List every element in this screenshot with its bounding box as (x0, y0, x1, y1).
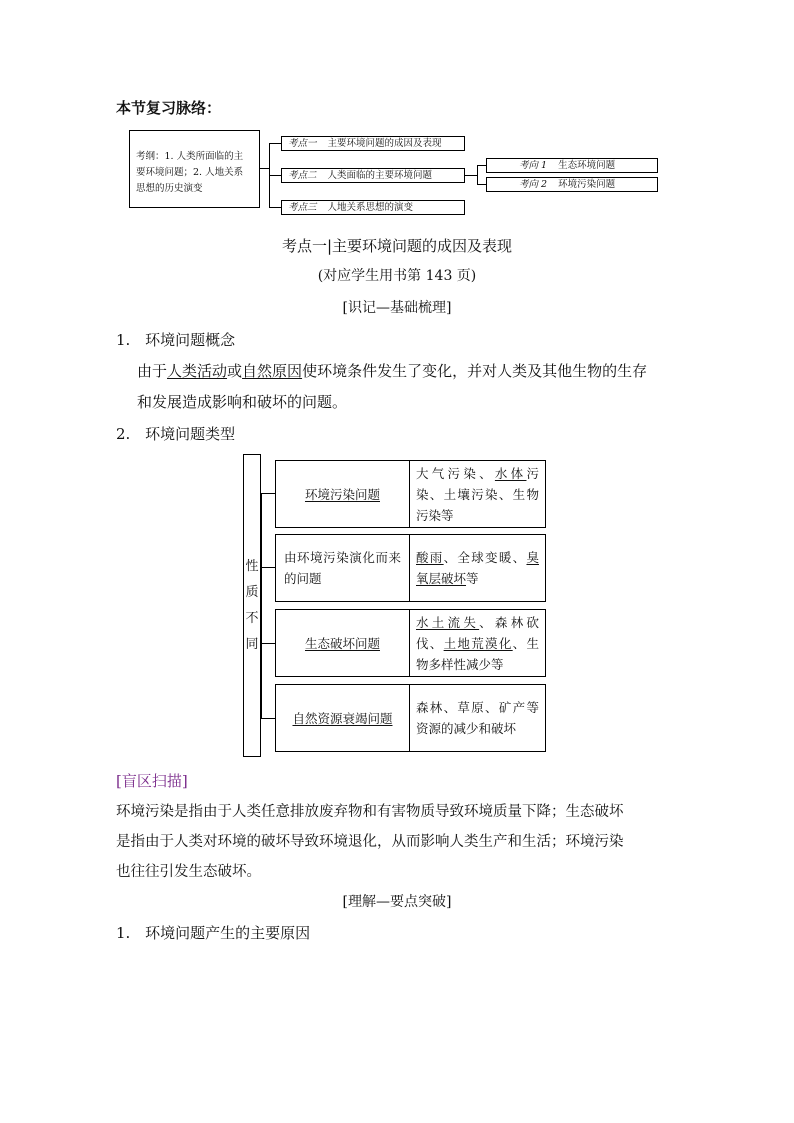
outline-point-1-tag: 考点一 (288, 138, 317, 149)
type-label: 自然资源衰竭问题 (292, 710, 393, 726)
type-cell (275, 460, 410, 528)
blind-spot-label: [盲区扫描] (116, 772, 188, 790)
text-segment: 使环境条件发生了变化，并对人类及其他生物的生存 (302, 362, 648, 380)
side-label-box (243, 454, 261, 757)
connector (477, 184, 486, 185)
type-label: 由环境污染演化而来的问题 (284, 550, 401, 586)
blind-spot-line: 是指由于人类对环境的破坏导致环境退化，从而影响人类生产和生活；环境污染 (116, 834, 624, 850)
outline-point-2-text: 人类面临的主要环境问题 (327, 170, 433, 181)
item-2-title: 环境问题类型 (145, 425, 236, 443)
blind-spot-text (116, 797, 624, 887)
outline-point-2-tag: 考点二 (288, 170, 317, 181)
side-label-char: 质 (245, 584, 259, 600)
side-label-char: 性 (245, 558, 259, 574)
outline-point-1 (281, 136, 465, 151)
connector (261, 493, 275, 494)
connector (260, 168, 269, 169)
item-1-text-line-2: 和发展造成影响和破坏的问题。 (137, 393, 348, 411)
item-1-heading (116, 329, 235, 350)
connector (269, 207, 281, 208)
subsection-label: [识记—基础梳理] (342, 300, 452, 316)
outline-root-line-1: 考纲：1. 人类所面临的主 (136, 151, 244, 162)
side-label-char: 不 (245, 610, 259, 626)
outline-point-1-text: 主要环境问题的成因及表现 (327, 138, 442, 149)
connector (465, 175, 477, 176)
outline-point-2 (281, 168, 465, 183)
outline-direction-1-tag: 考向 1 (519, 160, 548, 171)
connector (261, 718, 275, 719)
type-cell (275, 534, 410, 602)
item-1-text-line-1 (137, 360, 647, 381)
item-2-number: 2. (116, 425, 131, 443)
outline-direction-2-tag: 考向 2 (519, 179, 548, 190)
content-cell (409, 609, 546, 677)
side-label-char: 同 (245, 636, 259, 652)
connector (477, 165, 486, 166)
text-segment: 或 (227, 362, 243, 380)
content-text: 森林、草原、矿产等资源的减少和破坏 (416, 700, 539, 736)
content-cell (409, 534, 546, 602)
outline-direction-1 (486, 158, 658, 173)
outline-root-box (129, 130, 260, 208)
connector (269, 175, 281, 176)
text-segment: 由于 (137, 362, 168, 380)
type-cell (275, 609, 410, 677)
content-cell (409, 684, 546, 752)
connector (477, 165, 478, 185)
content-text: 酸雨、全球变暖、臭氧层破坏等 (416, 550, 539, 586)
point-heading: 考点一|主要环境问题的成因及表现 (281, 237, 513, 255)
content-cell (409, 460, 546, 528)
content-text: 大气污染、水体污染、土壤污染、生物污染等 (416, 465, 539, 523)
connector (269, 143, 281, 144)
section-title: 本节复习脉络： (116, 99, 222, 117)
section-2-item-1-title: 环境问题产生的主要原因 (145, 924, 311, 942)
item-1-number: 1. (116, 331, 131, 349)
outline-point-3 (281, 200, 465, 215)
connector (261, 493, 262, 718)
content-text: 水土流失、森林砍伐、土地荒漠化、生物多样性减少等 (416, 614, 539, 672)
underlined-term: 自然原因 (242, 362, 303, 380)
section-2-item-1-number: 1. (116, 924, 131, 942)
outline-direction-2-text: 环境污染问题 (558, 179, 616, 190)
section-2-item-1-heading (116, 922, 310, 943)
connector (261, 643, 275, 644)
underlined-term: 人类活动 (167, 362, 228, 380)
outline-root-line-2: 要环境问题；2. 人地关系 (136, 167, 244, 178)
outline-root-line-3: 思想的历史演变 (136, 183, 203, 194)
subsection-label-2: [理解—要点突破] (342, 894, 452, 910)
type-label: 环境污染问题 (304, 486, 380, 502)
item-1-title: 环境问题概念 (145, 331, 236, 349)
type-label: 生态破坏问题 (304, 635, 380, 651)
blind-spot-line: 环境污染是指由于人类任意排放废弃物和有害物质导致环境质量下降；生态破坏 (116, 804, 624, 820)
type-cell (275, 684, 410, 752)
connector (261, 567, 275, 568)
outline-direction-2 (486, 177, 658, 192)
outline-point-3-tag: 考点三 (288, 202, 317, 213)
outline-point-3-text: 人地关系思想的演变 (327, 202, 414, 213)
book-reference: (对应学生用书第 143 页) (317, 268, 477, 284)
blind-spot-line: 也往往引发生态破坏。 (116, 864, 261, 880)
outline-direction-1-text: 生态环境问题 (558, 160, 616, 171)
item-2-heading (116, 423, 235, 444)
